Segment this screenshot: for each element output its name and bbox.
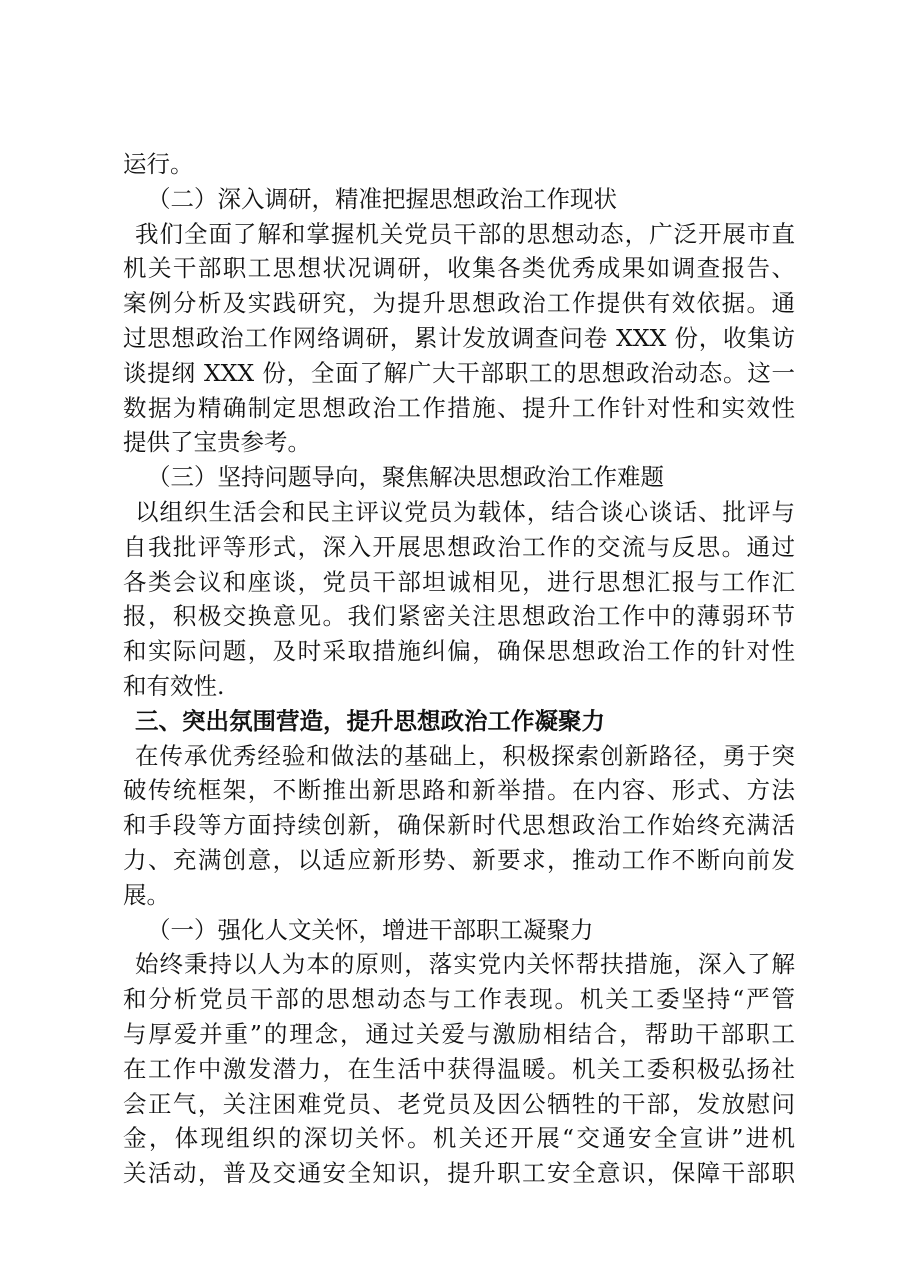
paragraph-line: 报，积极交换意见。我们紧密关注思想政治工作中的薄弱环节 <box>123 602 795 631</box>
paragraph-line: 机关干部职工思想状况调研，收集各类优秀成果如调查报告、 <box>123 254 795 283</box>
paragraph-line: 案例分析及实践研究，为提升思想政治工作提供有效依据。通 <box>123 289 795 318</box>
paragraph-line: 和实际问题，及时采取措施纠偏，确保思想政治工作的针对性 <box>123 637 795 666</box>
paragraph-line: 始终秉持以人为本的原则，落实党内关怀帮扶措施，深入了解 <box>135 950 795 979</box>
section-subheading: （一）强化人文关怀，增进干部职工凝聚力 <box>147 915 594 944</box>
paragraph-line: 自我批评等形式，深入开展思想政治工作的交流与反思。通过 <box>123 532 795 561</box>
paragraph-line: 过思想政治工作网络调研，累计发放调查问卷 XXX 份，收集访 <box>123 323 795 352</box>
paragraph-line: 金，体现组织的深切关怀。机关还开展“交通安全宣讲”进机 <box>123 1124 795 1153</box>
section-heading: 三、突出氛围营造，提升思想政治工作凝聚力 <box>135 706 605 735</box>
paragraph-line: 以组织生活会和民主评议党员为载体，结合谈心谈话、批评与 <box>135 497 795 526</box>
paragraph-line: 和手段等方面持续创新，确保新时代思想政治工作始终充满活 <box>123 811 795 840</box>
paragraph-line: 展。 <box>123 880 170 909</box>
paragraph-line: 在传承优秀经验和做法的基础上，积极探索创新路径，勇于突 <box>135 741 795 770</box>
paragraph-line: 在工作中激发潜力，在生活中获得温暖。机关工委积极弘扬社 <box>123 1054 795 1083</box>
paragraph-line: 数据为精确制定思想政治工作措施、提升工作针对性和实效性 <box>123 393 795 422</box>
paragraph-line: 关活动，普及交通安全知识，提升职工安全意识，保障干部职 <box>123 1159 795 1188</box>
section-subheading: （三）坚持问题导向，聚焦解决思想政治工作难题 <box>147 463 664 492</box>
paragraph-line: 与厚爱并重”的理念，通过关爱与激励相结合，帮助干部职工 <box>123 1019 795 1048</box>
paragraph-line: 运行。 <box>123 150 194 178</box>
document-body <box>123 147 795 1191</box>
paragraph-line: 各类会议和座谈，党员干部坦诚相见，进行思想汇报与工作汇 <box>123 567 795 596</box>
paragraph-line: 和有效性. <box>123 671 225 700</box>
paragraph-line: 力、充满创意，以适应新形势、新要求，推动工作不断向前发 <box>123 845 795 874</box>
paragraph-line: 破传统框架，不断推出新思路和新举措。在内容、形式、方法 <box>123 776 795 805</box>
paragraph-line: 会正气，关注困难党员、老党员及因公牺牲的干部，发放慰问 <box>123 1089 795 1118</box>
paragraph-line: 谈提纲 XXX 份，全面了解广大干部职工的思想政治动态。这一 <box>123 358 795 387</box>
section-subheading: （二）深入调研，精准把握思想政治工作现状 <box>147 184 617 213</box>
paragraph-line: 和分析党员干部的思想动态与工作表现。机关工委坚持“严管 <box>123 985 795 1014</box>
paragraph-line: 提供了宝贵参考。 <box>123 428 311 457</box>
paragraph-line: 我们全面了解和掌握机关党员干部的思想动态，广泛开展市直 <box>135 219 795 248</box>
